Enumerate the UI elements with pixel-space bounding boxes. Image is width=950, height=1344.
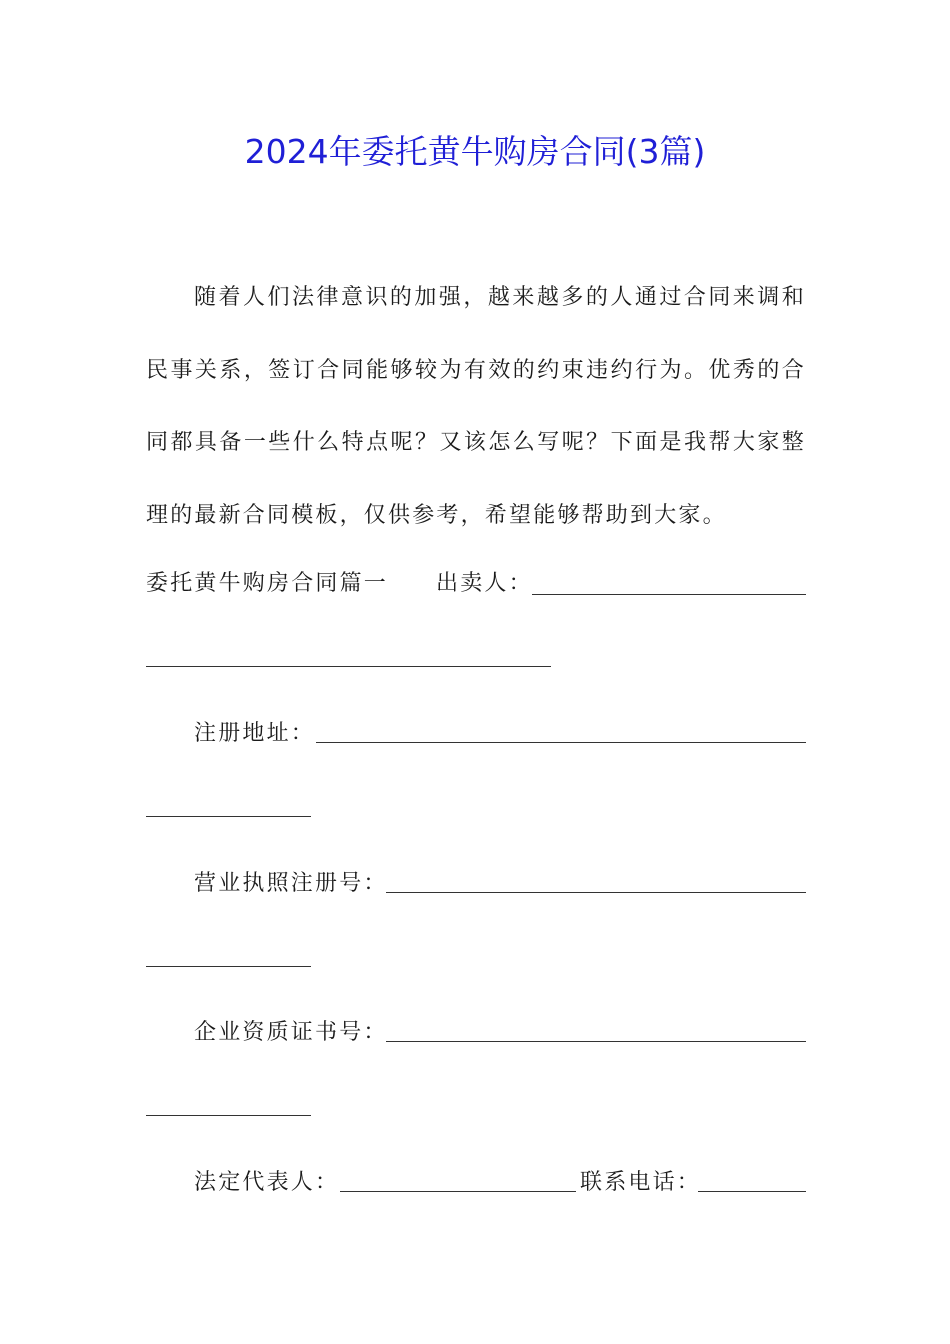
- registered-address-label: 注册地址：: [194, 721, 316, 746]
- registered-address-blank-1: [316, 742, 806, 743]
- qualification-number-blank-1: [386, 1041, 806, 1042]
- section-heading: 委托黄牛购房合同篇一: [146, 571, 389, 596]
- qualification-number-label: 企业资质证书号：: [194, 1020, 388, 1045]
- document-title: 2024年委托黄牛购房合同(3篇): [244, 132, 706, 171]
- license-number-label: 营业执照注册号：: [194, 871, 388, 896]
- intro-paragraph: 随着人们法律意识的加强，越来越多的人通过合同来调和民事关系，签订合同能够较为有效的约束违约行为。优秀的合同都具备一些什么特点呢？又该怎么写呢？下面是我帮大家整理的最新合同模板，仅供参考，希望能够帮助到大家。: [146, 285, 806, 529]
- seller-blank-1: [532, 594, 806, 595]
- seller-label: 出卖人：: [436, 571, 533, 596]
- license-number-blank-1: [386, 892, 806, 893]
- legal-representative-label: 法定代表人：: [194, 1170, 340, 1195]
- seller-blank-2: [146, 666, 551, 667]
- qualification-number-blank-2: [146, 1115, 311, 1116]
- license-number-blank-2: [146, 966, 311, 967]
- legal-representative-blank: [340, 1191, 576, 1192]
- registered-address-blank-2: [146, 816, 311, 817]
- phone-blank: [698, 1191, 806, 1192]
- phone-label: 联系电话：: [580, 1170, 702, 1195]
